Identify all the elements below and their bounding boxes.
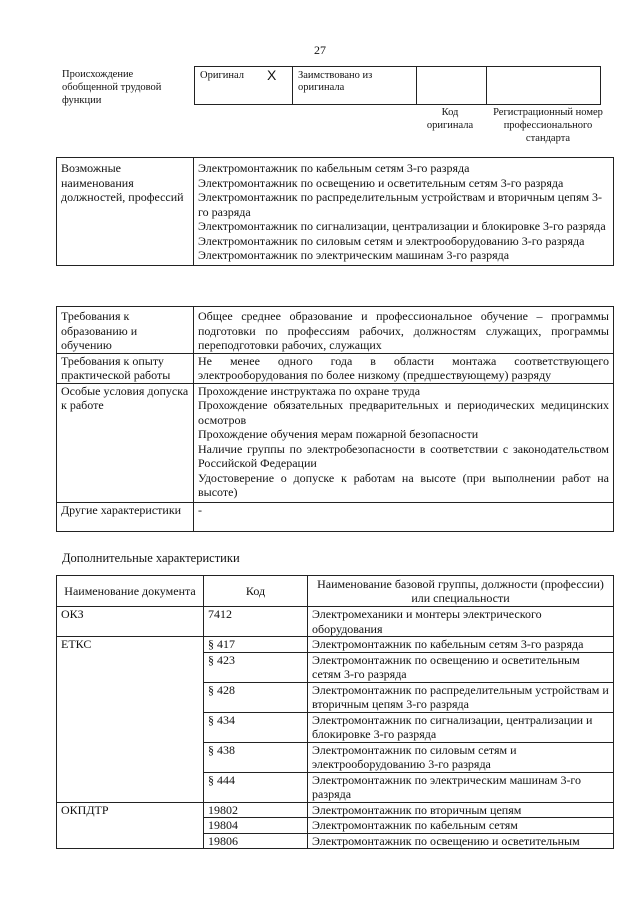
code-cell: 19804	[204, 818, 308, 834]
table-row	[57, 802, 614, 818]
requirement-value	[194, 307, 614, 354]
requirement-label: Требования к образованию и обучению	[57, 307, 194, 354]
requirement-line: Не менее одного года в области монтажа соответствующего электрооборудования по более низкому (предшествующему) разряду	[198, 353, 609, 382]
header-doc: Наименование документа	[57, 576, 204, 607]
table-row	[57, 712, 614, 742]
code-cell: § 438	[204, 742, 308, 772]
additional-table	[56, 575, 614, 849]
code-cell: § 423	[204, 652, 308, 682]
page-number: 27	[314, 43, 326, 57]
requirement-line: Наличие группы по электробезопасности в соответствии с законодательством Российской Федерации	[198, 441, 609, 470]
origin-borrowed-cell	[293, 67, 417, 104]
origin-code-caption: Код оригинала	[426, 107, 474, 131]
origin-original-label: Оригинал	[200, 70, 244, 81]
job-title-item: Электромонтажник по кабельным сетям 3-го разряда	[198, 161, 470, 175]
header-name: Наименование базовой группы, должности (профессии) или специальности	[308, 576, 614, 607]
name-cell: Электромонтажник по сигнализации, централизации и блокировке 3-го разряда	[308, 712, 614, 742]
name-cell: Электромеханики и монтеры электрического оборудования	[308, 607, 614, 637]
origin-label: Происхождение обобщенной трудовой функции	[62, 69, 162, 106]
requirement-label: Другие характеристики	[57, 502, 194, 531]
code-cell: § 417	[204, 637, 308, 653]
job-title-item: Электромонтажник по освещению и осветительным сетям 3-го разряда	[198, 175, 564, 190]
job-title-item: Электромонтажник по электрическим машинам 3-го разряда	[198, 248, 510, 262]
table-row	[57, 682, 614, 712]
doc-cell: ОКЗ	[57, 607, 204, 637]
doc-cell	[57, 712, 204, 742]
table-row	[57, 833, 614, 849]
doc-cell	[57, 772, 204, 802]
table-row	[57, 772, 614, 802]
name-cell: Электромонтажник по распределительным устройствам и вторичным цепям 3-го разряда	[308, 682, 614, 712]
origin-mark: X	[267, 67, 277, 83]
job-titles-list	[194, 158, 614, 266]
requirement-row	[57, 383, 614, 502]
requirements-table	[56, 306, 614, 532]
origin-code-cell	[417, 67, 487, 104]
name-cell: Электромонтажник по силовым сетям и электрооборудованию 3-го разряда	[308, 742, 614, 772]
name-cell: Электромонтажник по освещению и осветительным сетям 3-го разряда	[308, 652, 614, 682]
origin-reg-cell	[487, 67, 600, 104]
requirement-line: -	[198, 502, 202, 517]
code-cell: 19806	[204, 833, 308, 849]
requirement-value	[194, 353, 614, 383]
job-title-item: Электромонтажник по сигнализации, централизации и блокировке 3-го разряда	[198, 219, 606, 233]
code-cell: 7412	[204, 607, 308, 637]
doc-cell: ОКПДТР	[57, 802, 204, 818]
requirement-row	[57, 307, 614, 354]
table-row	[57, 742, 614, 772]
requirement-line: Прохождение обучения мерам пожарной безопасности	[198, 427, 479, 441]
header-code: Код	[204, 576, 308, 607]
job-title-item: Электромонтажник по силовым сетям и электрооборудованию 3-го разряда	[198, 233, 585, 248]
requirement-line: Прохождение инструктажа по охране труда	[198, 383, 421, 398]
doc-cell	[57, 818, 204, 834]
requirement-label: Требования к опыту практической работы	[57, 353, 194, 383]
table-row	[57, 637, 614, 653]
requirement-line: Прохождение обязательных предварительных и периодических медицинских осмотров	[198, 398, 609, 427]
job-titles-table	[56, 157, 614, 266]
requirement-row	[57, 502, 614, 531]
job-title-item: Электромонтажник по распределительным устройствам и вторичным цепям 3-го разряда	[198, 190, 603, 219]
requirement-label: Особые условия допуска к работе	[57, 383, 194, 502]
doc-cell	[57, 833, 204, 849]
header-row	[57, 576, 614, 607]
code-cell: § 444	[204, 772, 308, 802]
name-cell: Электромонтажник по освещению и осветительным	[308, 833, 614, 849]
code-cell: 19802	[204, 802, 308, 818]
doc-cell	[57, 742, 204, 772]
name-cell: Электромонтажник по кабельным сетям 3-го разряда	[308, 637, 614, 653]
doc-cell: ЕТКС	[57, 637, 204, 653]
origin-original-cell	[195, 67, 293, 104]
section-heading: Дополнительные характеристики	[62, 551, 240, 565]
table-row	[57, 652, 614, 682]
table-row	[57, 607, 614, 637]
code-cell: § 428	[204, 682, 308, 712]
doc-cell	[57, 652, 204, 682]
requirement-value	[194, 502, 614, 531]
origin-reg-caption: Регистрационный номер профессионального стандарта	[493, 107, 603, 144]
requirement-value	[194, 383, 614, 502]
job-titles-label: Возможные наименования должностей, профессий	[57, 158, 194, 266]
origin-borrowed-label: Заимствовано из оригинала	[298, 70, 373, 93]
origin-table	[194, 66, 601, 105]
requirement-line: Удостоверение о допуске к работам на высоте (при выполнении работ на высоте)	[198, 470, 609, 499]
doc-cell	[57, 682, 204, 712]
table-row	[57, 818, 614, 834]
name-cell: Электромонтажник по электрическим машинам 3-го разряда	[308, 772, 614, 802]
requirement-line: Общее среднее образование и профессиональное обучение – программы подготовки по профессиям рабочих, должностям служащих, программы переподготовки рабочих, служащих	[198, 309, 609, 352]
code-cell: § 434	[204, 712, 308, 742]
name-cell: Электромонтажник по вторичным цепям	[308, 802, 614, 818]
name-cell: Электромонтажник по кабельным сетям	[308, 818, 614, 834]
requirement-row	[57, 353, 614, 383]
